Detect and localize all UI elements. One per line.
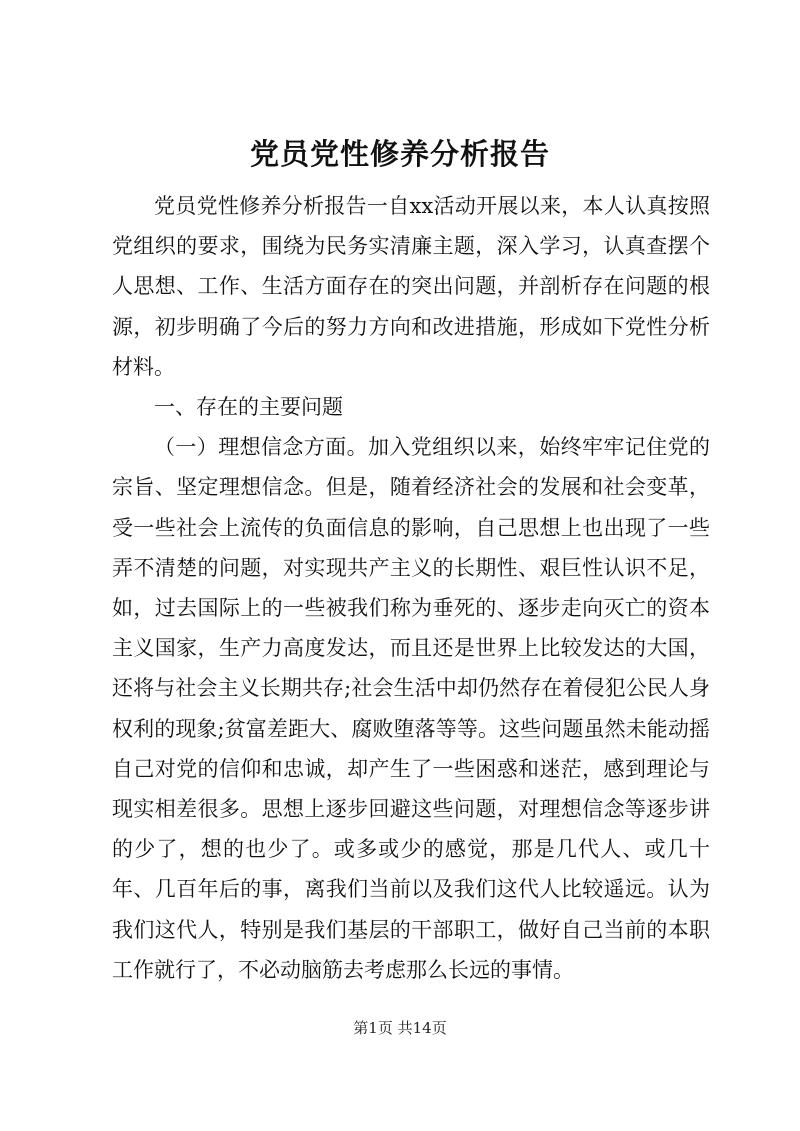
paragraph-section-heading: 一、存在的主要问题 (154, 395, 343, 420)
paragraph-ideals-beliefs: （一）理想信念方面。加入党组织以来，始终牢牢记住党的宗旨、坚定理想信念。但是，随着经济社会的发展和社会变革，受一些社会上流传的负面信息的影响，自己思想上也出现了一些弄不清楚的问题，对实现共产主义的长期性、艰巨性认识不足，如，过去国际上的一些被我们称为垂死的、逐步走向灭亡的资本主义国家，生产力高度发达，而且还是世界上比较发达的大国，还将与社会主义长期共存;社会生活中却仍然存在着侵犯公民人身权利的现象;贫富差距大、腐败堕落等等。这些问题虽然未能动摇自己对党的信仰和忠诚，却产生了一些困惑和迷茫，感到理论与现实相差很多。思想上逐步回避这些问题，对理想信念等逐步讲的少了，想的也少了。或多或少的感觉，那是几代人、或几十年、几百年后的事，离我们当前以及我们这代人比较遥远。认为我们这代人，特别是我们基层的干部职工，做好自己当前的本职工作就行了，不必动脑筋去考虑那么长远的事情。 (112, 435, 710, 982)
page-footer: 第1页 共14页 (353, 1019, 447, 1037)
document-title: 党员党性修养分析报告 (249, 137, 550, 171)
paragraph-intro: 党员党性修养分析报告一自xx活动开展以来，本人认真按照党组织的要求，围绕为民务实清廉主题，深入学习，认真查摆个人思想、工作、生活方面存在的突出问题，并剖析存在问题的根源，初步明确了今后的努力方向和改进措施，形成如下党性分析材料。 (112, 194, 710, 379)
document-body (112, 186, 710, 990)
